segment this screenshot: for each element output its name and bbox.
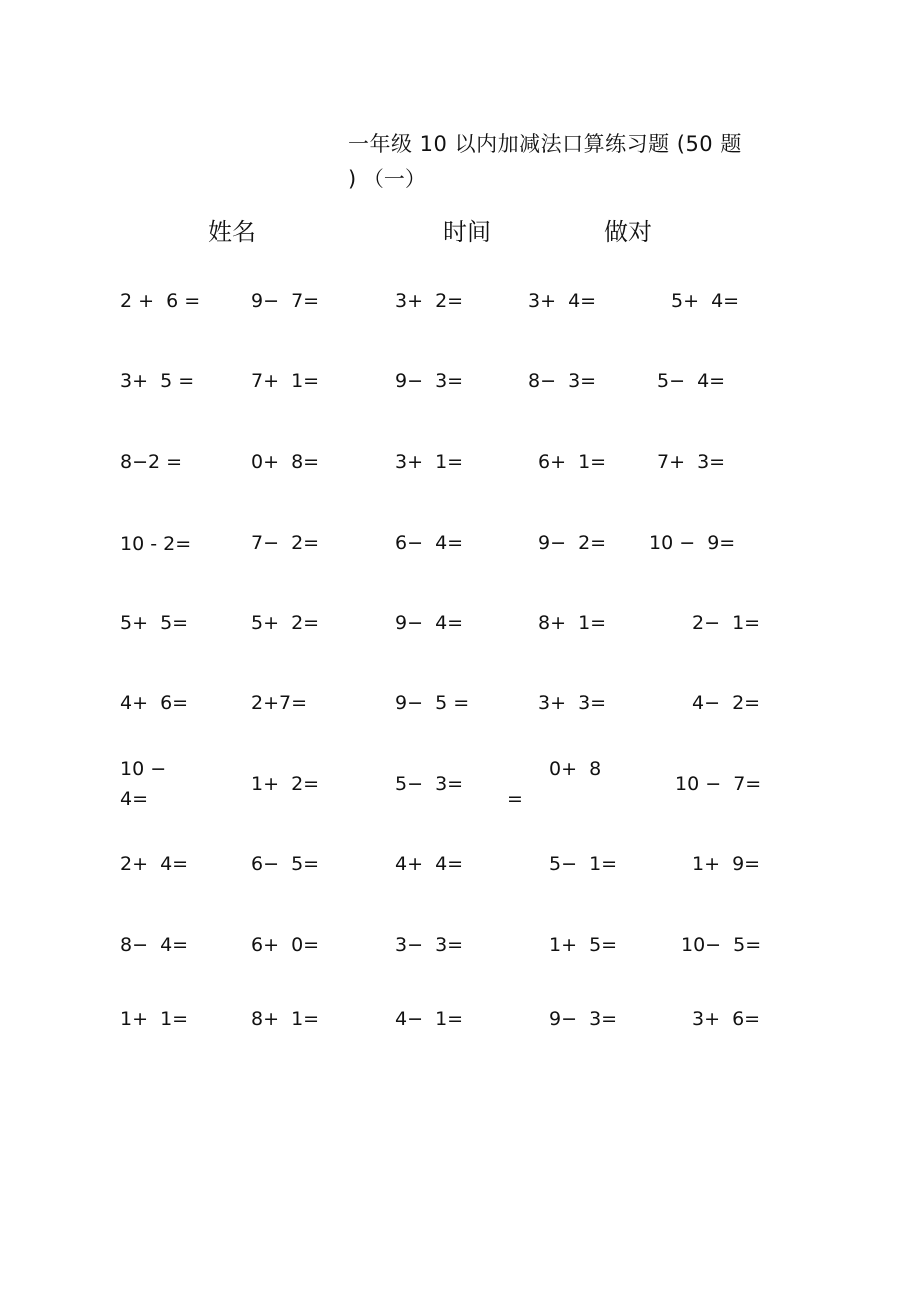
problem: 7+ 3= <box>657 451 726 473</box>
problem: 6+ 1= <box>538 451 607 473</box>
problem: 2− 1= <box>692 612 761 634</box>
problem: 3+ 4= <box>528 290 597 312</box>
problem-equals: = <box>507 788 523 810</box>
problem: 9− 2= <box>538 532 607 554</box>
problem: 8+ 1= <box>538 612 607 634</box>
problem-continued: 4= <box>120 788 149 810</box>
problem: 1+ 1= <box>120 1008 189 1030</box>
problem: 3+ 1= <box>395 451 464 473</box>
problem: 2+7= <box>251 692 308 714</box>
problem: 6− 5= <box>251 853 320 875</box>
problem: 10 − 9= <box>649 532 736 554</box>
problem: 3+ 5 = <box>120 370 195 392</box>
problem: 2 + 6 = <box>120 290 201 312</box>
problem: 3+ 6= <box>692 1008 761 1030</box>
problem: 0+ 8= <box>251 451 320 473</box>
problem: 6− 4= <box>395 532 464 554</box>
problem: 6+ 0= <box>251 934 320 956</box>
problem: 2+ 4= <box>120 853 189 875</box>
correct-count-field-label: 做对 <box>604 218 652 246</box>
problem: 5− 1= <box>549 853 618 875</box>
problem: 0+ 8 <box>549 758 602 780</box>
problem: 9− 3= <box>549 1008 618 1030</box>
problem: 4+ 4= <box>395 853 464 875</box>
problem: 4− 2= <box>692 692 761 714</box>
problem: 7+ 1= <box>251 370 320 392</box>
problem: 3− 3= <box>395 934 464 956</box>
problem: 3+ 3= <box>538 692 607 714</box>
problem: 3+ 2= <box>395 290 464 312</box>
name-field-label: 姓名 <box>208 218 256 246</box>
problem: 8− 3= <box>528 370 597 392</box>
problem: 8− 4= <box>120 934 189 956</box>
problem: 5+ 4= <box>671 290 740 312</box>
problem: 7− 2= <box>251 532 320 554</box>
problem: 5− 4= <box>657 370 726 392</box>
problem: 9− 4= <box>395 612 464 634</box>
page-title-continued: ) （一） <box>348 167 426 191</box>
problem: 1+ 5= <box>549 934 618 956</box>
problem: 9− 5 = <box>395 692 470 714</box>
problem: 5+ 2= <box>251 612 320 634</box>
problem: 9− 7= <box>251 290 320 312</box>
problem: 10 − 7= <box>675 773 762 795</box>
problem: 8−2 = <box>120 451 183 473</box>
problem: 4− 1= <box>395 1008 464 1030</box>
problem: 8+ 1= <box>251 1008 320 1030</box>
problem: 1+ 2= <box>251 773 320 795</box>
problem: 10 − <box>120 758 167 780</box>
problem: 5− 3= <box>395 773 464 795</box>
problem: 5+ 5= <box>120 612 189 634</box>
problem: 10 - 2= <box>120 533 192 555</box>
time-field-label: 时间 <box>443 218 491 246</box>
page-title: 一年级 10 以内加减法口算练习题 (50 题 <box>348 132 742 156</box>
problem: 10− 5= <box>681 934 762 956</box>
problem: 1+ 9= <box>692 853 761 875</box>
problem: 9− 3= <box>395 370 464 392</box>
problem: 4+ 6= <box>120 692 189 714</box>
